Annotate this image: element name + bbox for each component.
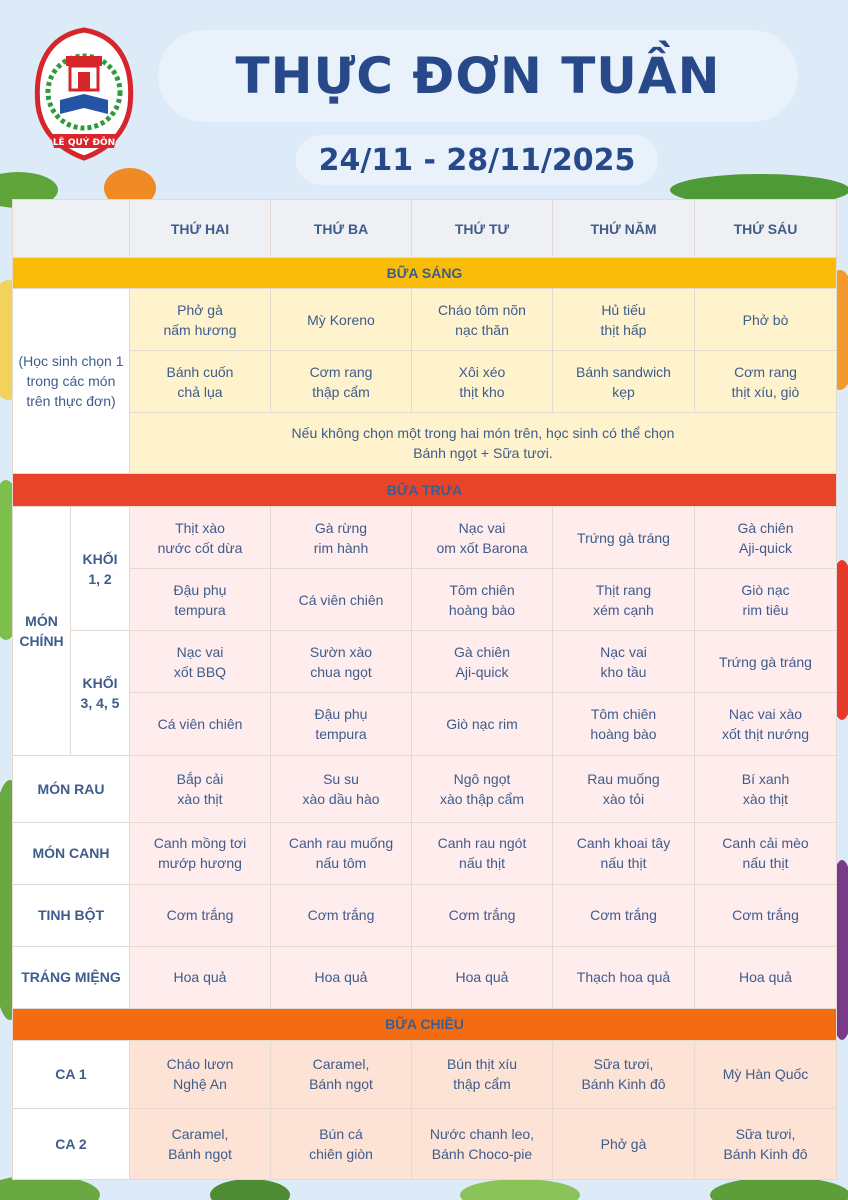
menu-cell: Canh rau ngót nấu thịt [412, 822, 553, 884]
menu-cell: Sữa tươi, Bánh Kinh đô [695, 1108, 837, 1179]
day-header: THỨ NĂM [553, 200, 695, 258]
menu-cell: Thịt xào nước cốt dừa [130, 507, 271, 569]
menu-cell: Cơm trắng [412, 884, 553, 946]
menu-cell: Mỳ Koreno [271, 289, 412, 351]
row-label: MÓN RAU [13, 755, 130, 822]
grade-group-label: KHỐI 3, 4, 5 [71, 631, 130, 755]
menu-cell: Cơm trắng [271, 884, 412, 946]
menu-cell: Cơm trắng [553, 884, 695, 946]
menu-cell: Cá viên chiên [271, 569, 412, 631]
menu-cell: Canh cải mèo nấu thịt [695, 822, 837, 884]
weekly-menu-table [12, 199, 837, 1180]
menu-cell: Đậu phụ tempura [271, 693, 412, 755]
page-title: THỰC ĐƠN TUẦN [235, 47, 721, 105]
title-banner [158, 30, 798, 122]
day-header: THỨ HAI [130, 200, 271, 258]
day-header: THỨ TƯ [412, 200, 553, 258]
menu-cell: Bánh cuốn chả lụa [130, 351, 271, 413]
menu-cell: Nước chanh leo, Bánh Choco-pie [412, 1108, 553, 1179]
menu-cell: Trứng gà tráng [553, 507, 695, 569]
menu-cell: Cháo tôm nõn nạc thăn [412, 289, 553, 351]
menu-cell: Tôm chiên hoàng bào [553, 693, 695, 755]
day-header: THỨ BA [271, 200, 412, 258]
menu-cell: Gà chiên Aji-quick [695, 507, 837, 569]
breakfast-row [13, 289, 837, 351]
menu-cell: Bánh sandwich kẹp [553, 351, 695, 413]
lunch-band [13, 474, 837, 507]
menu-cell: Hoa quả [412, 946, 553, 1008]
lunch-side-row [13, 884, 837, 946]
logo-text: LÊ QUÝ ĐÔN [52, 138, 116, 148]
day-header: THỨ SÁU [695, 200, 837, 258]
menu-cell: Sườn xào chua ngọt [271, 631, 412, 693]
menu-cell: Phở gà [553, 1108, 695, 1179]
school-logo [30, 26, 138, 162]
breakfast-band [13, 258, 837, 289]
date-range: 24/11 - 28/11/2025 [318, 142, 636, 178]
menu-cell: Cơm rang thập cẩm [271, 351, 412, 413]
menu-cell: Hoa quả [271, 946, 412, 1008]
menu-cell: Nạc vai kho tầu [553, 631, 695, 693]
menu-cell: Su su xào dầu hào [271, 755, 412, 822]
menu-cell: Caramel, Bánh ngọt [130, 1108, 271, 1179]
afternoon-band [13, 1008, 837, 1040]
row-label: TRÁNG MIỆNG [13, 946, 130, 1008]
lunch-main-row [13, 507, 837, 569]
lunch-main-row [13, 569, 837, 631]
menu-cell: Bắp cải xào thịt [130, 755, 271, 822]
lunch-label: BỮA TRƯA [13, 474, 837, 507]
corner-cell [13, 200, 130, 258]
afternoon-label: BỮA CHIỀU [13, 1008, 837, 1040]
menu-cell: Hoa quả [695, 946, 837, 1008]
menu-cell: Nạc vai xào xốt thịt nướng [695, 693, 837, 755]
menu-cell: Ngô ngọt xào thập cẩm [412, 755, 553, 822]
breakfast-row [13, 351, 837, 413]
menu-cell: Gà rừng rim hành [271, 507, 412, 569]
breakfast-note: Nếu không chọn một trong hai món trên, học sinh có thể chọn Bánh ngọt + Sữa tươi. [130, 413, 837, 474]
menu-cell: Bún cá chiên giòn [271, 1108, 412, 1179]
menu-cell: Cháo lươn Nghệ An [130, 1040, 271, 1108]
breakfast-note-row [13, 413, 837, 474]
menu-cell: Bún thịt xíu thập cẩm [412, 1040, 553, 1108]
row-label: TINH BỘT [13, 884, 130, 946]
menu-cell: Nạc vai om xốt Barona [412, 507, 553, 569]
main-dish-label: MÓN CHÍNH [13, 507, 71, 755]
menu-cell: Cơm trắng [695, 884, 837, 946]
menu-cell: Gà chiên Aji-quick [412, 631, 553, 693]
menu-cell: Caramel, Bánh ngọt [271, 1040, 412, 1108]
menu-cell: Thạch hoa quả [553, 946, 695, 1008]
breakfast-side-note: (Học sinh chọn 1 trong các món trên thực đơn) [13, 289, 130, 474]
menu-cell: Mỳ Hàn Quốc [695, 1040, 837, 1108]
menu-cell: Phở gà nấm hương [130, 289, 271, 351]
menu-cell: Phở bò [695, 289, 837, 351]
header-row [13, 200, 837, 258]
menu-cell: Hủ tiếu thịt hấp [553, 289, 695, 351]
menu-cell: Nạc vai xốt BBQ [130, 631, 271, 693]
afternoon-row [13, 1108, 837, 1179]
grade-group-label: KHỐI 1, 2 [71, 507, 130, 631]
menu-cell: Rau muống xào tỏi [553, 755, 695, 822]
row-label: CA 1 [13, 1040, 130, 1108]
lunch-side-row [13, 946, 837, 1008]
lunch-side-row [13, 822, 837, 884]
menu-cell: Cơm trắng [130, 884, 271, 946]
row-label: CA 2 [13, 1108, 130, 1179]
menu-cell: Cá viên chiên [130, 693, 271, 755]
menu-cell: Xôi xéo thịt kho [412, 351, 553, 413]
menu-cell: Đậu phụ tempura [130, 569, 271, 631]
menu-cell: Bí xanh xào thịt [695, 755, 837, 822]
breakfast-label: BỮA SÁNG [13, 258, 837, 289]
menu-cell: Canh khoai tây nấu thịt [553, 822, 695, 884]
menu-cell: Canh rau muống nấu tôm [271, 822, 412, 884]
row-label: MÓN CANH [13, 822, 130, 884]
menu-cell: Tôm chiên hoàng bào [412, 569, 553, 631]
lunch-main-row [13, 693, 837, 755]
menu-cell: Thịt rang xém cạnh [553, 569, 695, 631]
lunch-side-row [13, 755, 837, 822]
lunch-main-row [13, 631, 837, 693]
menu-cell: Cơm rang thịt xíu, giò [695, 351, 837, 413]
menu-cell: Giò nạc rim [412, 693, 553, 755]
menu-cell: Trứng gà tráng [695, 631, 837, 693]
menu-cell: Giò nạc rim tiêu [695, 569, 837, 631]
menu-cell: Sữa tươi, Bánh Kinh đô [553, 1040, 695, 1108]
date-banner [296, 135, 658, 185]
menu-cell: Canh mồng tơi mướp hương [130, 822, 271, 884]
afternoon-row [13, 1040, 837, 1108]
menu-cell: Hoa quả [130, 946, 271, 1008]
